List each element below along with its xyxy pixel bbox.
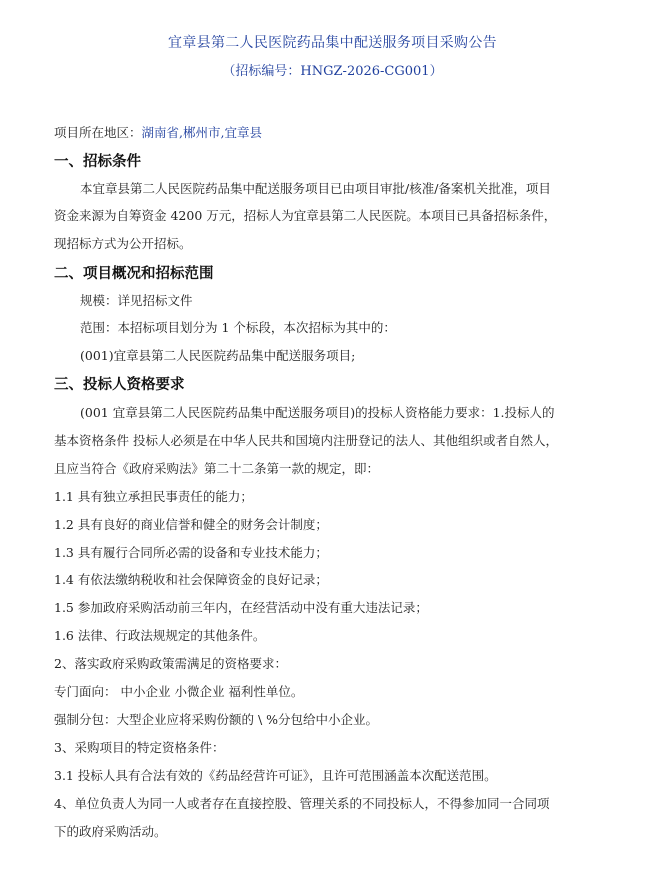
document-title: 宜章县第二人民医院药品集中配送服务项目采购公告 — [168, 35, 497, 51]
requirement-1-3: 1.3 具有履行合同所必需的设备和专业技术能力； — [54, 545, 328, 560]
requirement-1-6: 1.6 法律、行政法规规定的其他条件。 — [54, 628, 266, 643]
section-1-para-line-2: 资金来源为自筹资金 4200 万元，招标人为宜章县第二人民医院。本项目已具备招标条件， — [54, 208, 557, 223]
section-2-scale: 规模：详见招标文件 — [80, 293, 193, 308]
specific-requirement-3-1: 3.1 投标人具有合法有效的《药品经营许可证》，且许可范围涵盖本次配送范围。 — [54, 768, 497, 783]
specific-requirements-title: 3、采购项目的特定资格条件： — [54, 740, 225, 755]
section-1-para-line-3: 现招标方式为公开招标。 — [54, 236, 192, 251]
region-label: 项目所在地区： — [54, 125, 142, 140]
policy-requirements-title: 2、落实政府采购政策需满足的资格要求： — [54, 656, 287, 671]
requirement-1-2: 1.2 具有良好的商业信誉和健全的财务会计制度； — [54, 517, 328, 532]
section-1-heading: 一、招标条件 — [54, 153, 141, 170]
section-3-intro-line-1: (001 宜章县第二人民医院药品集中配送服务项目)的投标人资格能力要求：1.投标人的 — [80, 405, 555, 420]
section-2-heading: 二、项目概况和招标范围 — [54, 265, 214, 282]
requirement-4-line-1: 4、单位负责人为同一人或者存在直接控股、管理关系的不同投标人，不得参加同一合同项 — [54, 796, 550, 811]
section-2-scope: 范围：本招标项目划分为 1 个标段，本次招标为其中的： — [80, 320, 396, 335]
requirement-1-1: 1.1 具有独立承担民事责任的能力； — [54, 489, 253, 504]
section-1-para-line-1: 本宜章县第二人民医院药品集中配送服务项目已由项目审批/核准/备案机关批准，项目 — [80, 181, 551, 196]
section-3-intro-line-2: 基本资格条件 投标人必须是在中华人民共和国境内注册登记的法人、其他组织或者自然人， — [54, 433, 558, 448]
region-value: 湖南省,郴州市,宜章县 — [141, 125, 262, 140]
requirement-1-5: 1.5 参加政府采购活动前三年内，在经营活动中没有重大违法记录； — [54, 600, 428, 615]
policy-mandatory-subcontract: 强制分包：大型企业应将采购份额的 \ %分包给中小企业。 — [54, 712, 379, 727]
tender-number: （招标编号：HNGZ-2026-CG001） — [222, 64, 443, 79]
project-region — [54, 123, 262, 141]
section-2-lot: (001)宜章县第二人民医院药品集中配送服务项目; — [80, 348, 356, 363]
section-3-intro-line-3: 且应当符合《政府采购法》第二十二条第一款的规定，即： — [54, 461, 380, 476]
requirement-4-line-2: 下的政府采购活动。 — [54, 824, 167, 839]
requirement-1-4: 1.4 有依法缴纳税收和社会保障资金的良好记录； — [54, 572, 328, 587]
section-3-heading: 三、投标人资格要求 — [54, 376, 185, 393]
policy-dedicated-to: 专门面向： 中小企业 小微企业 福利性单位。 — [54, 684, 304, 699]
